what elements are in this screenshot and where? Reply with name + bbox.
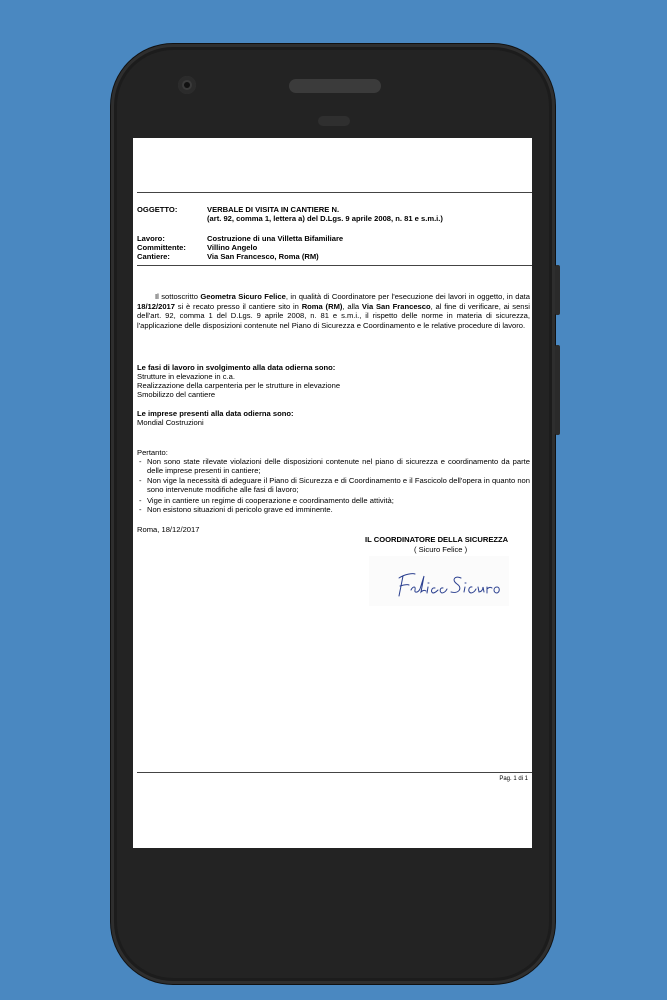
page-number: Pag. 1 di 1 [499,776,528,782]
conclusions-heading: Pertanto: [137,448,168,457]
bullet-dash: - [139,476,142,485]
info-value-cantiere: Via San Francesco, Roma (RM) [207,252,319,261]
info-label-cantiere: Cantiere: [137,252,170,261]
visit-date: 18/12/2017 [137,301,176,311]
info-value-committente: Villino Angelo [207,243,258,252]
info-divider [137,265,532,266]
info-value-lavoro: Costruzione di una Villetta Bifamiliare [207,234,344,243]
conclusion-item: Non esistono situazioni di pericolo grave ed imminente. [147,505,333,514]
phase-item: Strutture in elevazione in c.a. [137,372,235,381]
coordinator-title: IL COORDINATORE DELLA SICUREZZA [365,535,509,544]
bullet-dash: - [139,505,142,514]
subject-title: VERBALE DI VISITA IN CANTIERE N. [207,205,340,214]
power-button[interactable] [555,265,560,315]
bullet-dash: - [139,457,142,466]
front-camera-icon [178,76,196,94]
coordinator-name-signature: ( Sicuro Felice ) [414,545,468,554]
phase-item: Smobilizzo del cantiere [137,390,216,399]
conclusion-item: Non vige la necessità di adeguare il Piano di Sicurezza e di Coordinamento e il Fascicolo dell'opera in quanto non sono intervenute modifiche alle fasi di lavoro; [147,476,530,494]
volume-button[interactable] [555,345,560,435]
screen[interactable] [133,138,532,848]
earpiece-speaker [289,79,381,93]
phases-heading: Le fasi di lavoro in svolgimento alla data odierna sono: [137,363,336,372]
subject-reference: (art. 92, comma 1, lettera a) del D.Lgs. 9 aprile 2008, n. 81 e s.m.i.) [207,214,443,223]
coordinator-name: Geometra Sicuro Felice [200,292,286,301]
companies-heading: Le imprese presenti alla data odierna sono: [137,409,294,418]
site-street: Via San Francesco [361,301,431,311]
info-label-lavoro: Lavoro: [137,234,165,243]
phase-item: Realizzazione della carpenteria per le strutture in elevazione [137,381,341,390]
info-label-committente: Committente: [137,243,186,252]
proximity-sensor [318,116,350,126]
signature-image [369,556,509,606]
conclusion-item: Non sono state rilevate violazioni delle disposizioni contenute nel piano di sicurezza e coordinamento da parte delle imprese presenti in cantiere; [147,457,530,475]
footer-divider [137,772,532,773]
site-city: Roma (RM) [301,301,343,311]
place-date: Roma, 18/12/2017 [137,525,200,534]
bullet-dash: - [139,496,142,505]
company-item: Mondial Costruzioni [137,418,204,427]
subject-label: OGGETTO: [137,205,178,214]
conclusion-item: Vige in cantiere un regime di cooperazione e coordinamento delle attività; [147,496,394,505]
document-page[interactable] [133,138,532,848]
header-divider [137,192,532,193]
intro-paragraph: Il sottoscritto Geometra Sicuro Felice, in qualità di Coordinatore per l'esecuzione dei lavori in oggetto, in data 18/12/2017 si è recato presso il cantiere sito in Roma (RM), alla Via San Francesco, al fine di verificare, ai sensi dell'art. 92, comma 1 del D.Lgs. 9 aprile 2008, n. 81 e s.m.i., il rispetto delle norme in materia di sicurezza, l'applicazione delle disposizioni contenute nel Piano di Sicurezza e Coordinamento e le relative procedure di lavoro. [137,292,530,330]
